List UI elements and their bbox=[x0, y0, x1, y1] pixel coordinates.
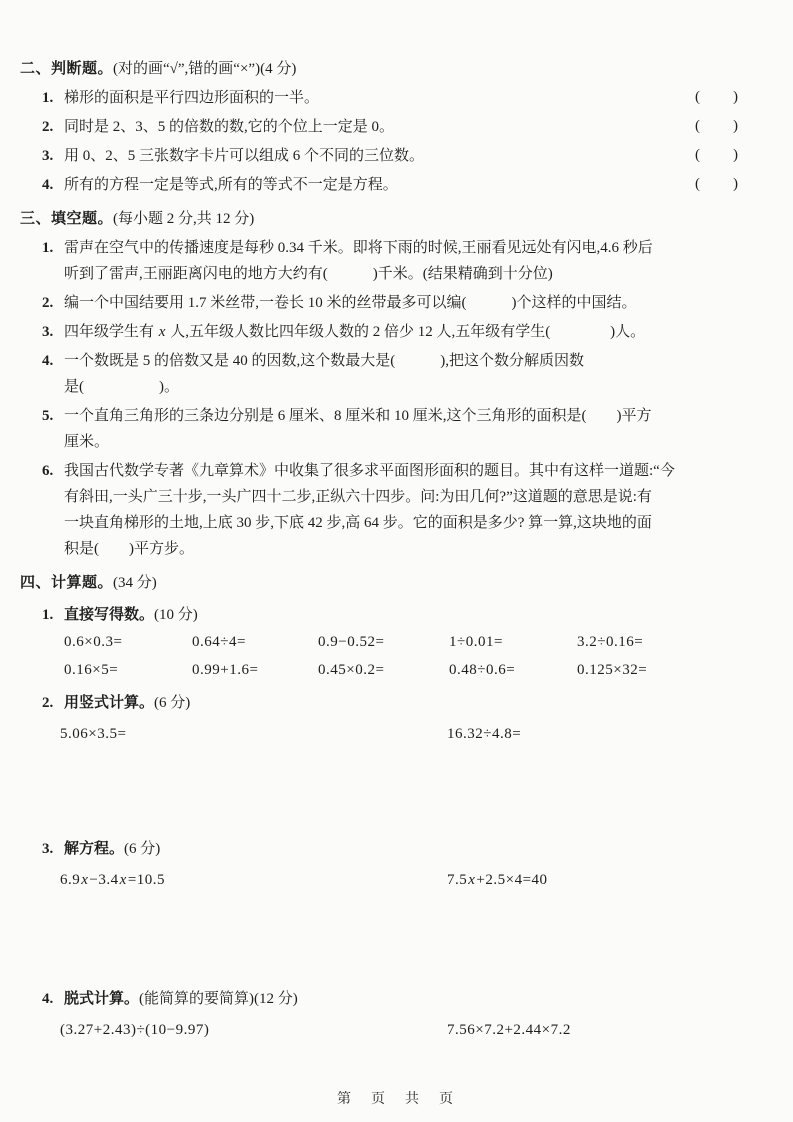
fill-item-3 bbox=[20, 319, 739, 345]
item-number: 2. bbox=[42, 295, 54, 311]
calc-expression: 0.64÷4= bbox=[192, 634, 246, 650]
calc-direct-note: (10 分) bbox=[154, 607, 198, 623]
calc-solve-heading bbox=[40, 836, 739, 862]
fill-heading bbox=[20, 206, 739, 232]
item-number: 4. bbox=[42, 177, 54, 193]
judgment-item-text: 梯形的面积是平行四边形面积的一半。 bbox=[64, 90, 320, 106]
item-number: 1. bbox=[42, 240, 54, 256]
calc-expression: 7.56×7.2+2.44×7.2 bbox=[447, 1022, 571, 1038]
equation-part: +2.5×4=40 bbox=[476, 872, 548, 888]
calc-expression: 5.06×3.5= bbox=[60, 726, 127, 742]
fill-item-text-pre: 四年级学生有 bbox=[64, 324, 158, 340]
equation-part: =10.5 bbox=[127, 872, 166, 888]
fill-title: 三、填空题。 bbox=[20, 210, 114, 227]
calc-expression: 0.125×32= bbox=[577, 662, 648, 678]
item-number: 6. bbox=[42, 463, 54, 479]
calc-expression: 0.6×0.3= bbox=[64, 634, 123, 650]
math-variable-x: x bbox=[81, 872, 89, 888]
calc-expression: 0.45×0.2= bbox=[318, 662, 385, 678]
calc-direct-heading bbox=[40, 602, 739, 628]
calc-direct-title: 直接写得数。 bbox=[64, 606, 155, 623]
fill-item-line bbox=[64, 319, 739, 345]
judgment-note: (对的画“√”,错的画“×”)(4 分) bbox=[113, 61, 297, 77]
item-number: 4. bbox=[42, 991, 54, 1007]
calc-simplify-note: (能简算的要简算)(12 分) bbox=[139, 991, 298, 1007]
math-variable-x: x bbox=[158, 324, 166, 340]
calc-expression: 16.32÷4.8= bbox=[447, 726, 522, 742]
calc-expression: 0.48÷0.6= bbox=[449, 662, 516, 678]
calc-vertical-note: (6 分) bbox=[154, 695, 191, 711]
section-judgment bbox=[20, 56, 739, 198]
solve-equation-row bbox=[20, 866, 739, 894]
fill-item-1 bbox=[20, 235, 739, 287]
fill-item-line: 是( )。 bbox=[64, 379, 179, 395]
equation bbox=[447, 866, 548, 894]
calc-solve-title: 解方程。 bbox=[64, 840, 125, 857]
item-number: 3. bbox=[42, 324, 54, 340]
answer-bracket: ( ) bbox=[695, 89, 739, 105]
fill-item-text-post: 人,五年级人数比四年级人数的 2 倍少 12 人,五年级有学生( )人。 bbox=[166, 324, 646, 340]
simplify-calc-row bbox=[20, 1016, 739, 1044]
section-calc bbox=[20, 570, 739, 1044]
item-number: 4. bbox=[42, 353, 54, 369]
fill-item-line: 厘米。 bbox=[64, 434, 110, 450]
item-number: 2. bbox=[42, 695, 54, 711]
calc-heading bbox=[20, 570, 739, 596]
calc-expression: (3.27+2.43)÷(10−9.97) bbox=[60, 1022, 210, 1038]
direct-calc-row-2 bbox=[20, 656, 739, 684]
answer-bracket: ( ) bbox=[695, 176, 739, 192]
fill-item-line: 我国古代数学专著《九章算术》中收集了很多求平面图形面积的题目。其中有这样一道题:“今 bbox=[64, 463, 675, 479]
direct-calc-row-1 bbox=[20, 628, 739, 656]
item-number: 3. bbox=[42, 841, 54, 857]
judgment-heading bbox=[20, 56, 739, 82]
judgment-item-text: 同时是 2、3、5 的倍数的数,它的个位上一定是 0。 bbox=[64, 119, 395, 135]
item-number: 1. bbox=[42, 90, 54, 106]
calc-expression: 0.99+1.6= bbox=[192, 662, 259, 678]
calc-simplify-title: 脱式计算。 bbox=[64, 990, 140, 1007]
judgment-item-1 bbox=[20, 85, 739, 111]
item-number: 2. bbox=[42, 119, 54, 135]
calc-expression: 0.9−0.52= bbox=[318, 634, 385, 650]
judgment-item-4 bbox=[20, 172, 739, 198]
answer-bracket: ( ) bbox=[695, 147, 739, 163]
judgment-item-text: 用 0、2、5 三张数字卡片可以组成 6 个不同的三位数。 bbox=[64, 148, 425, 164]
judgment-item-3 bbox=[20, 143, 739, 169]
fill-note: (每小题 2 分,共 12 分) bbox=[113, 211, 255, 227]
calc-vertical-title: 用竖式计算。 bbox=[64, 694, 155, 711]
judgment-item-2 bbox=[20, 114, 739, 140]
fill-item-line: 有斜田,一头广三十步,一头广四十二步,正纵六十四步。问:为田几何?”这道题的意思是说:有 bbox=[64, 489, 652, 505]
calc-expression: 0.16×5= bbox=[64, 662, 119, 678]
calc-expression: 3.2÷0.16= bbox=[577, 634, 644, 650]
fill-item-6 bbox=[20, 458, 739, 562]
judgment-title: 二、判断题。 bbox=[20, 60, 114, 77]
calc-expression: 1÷0.01= bbox=[449, 634, 503, 650]
calc-solve-note: (6 分) bbox=[124, 841, 161, 857]
equation bbox=[60, 866, 447, 894]
judgment-item-text: 所有的方程一定是等式,所有的等式不一定是方程。 bbox=[64, 177, 398, 193]
calc-note: (34 分) bbox=[113, 575, 157, 591]
calc-vertical-heading bbox=[40, 690, 739, 716]
equation-part: −3.4 bbox=[89, 872, 119, 888]
section-fill bbox=[20, 206, 739, 562]
calc-simplify-heading bbox=[40, 986, 739, 1012]
fill-item-line: 一个数既是 5 的倍数又是 40 的因数,这个数最大是( ),把这个数分解质因数 bbox=[64, 353, 584, 369]
math-variable-x: x bbox=[119, 872, 127, 888]
fill-item-4 bbox=[20, 348, 739, 400]
equation-part: 6.9 bbox=[60, 872, 81, 888]
fill-item-2 bbox=[20, 290, 739, 316]
fill-item-line: 积是( )平方步。 bbox=[64, 541, 194, 557]
fill-item-5 bbox=[20, 403, 739, 455]
fill-item-line: 雷声在空气中的传播速度是每秒 0.34 千米。即将下雨的时候,王丽看见远处有闪电,4.6 秒后 bbox=[64, 240, 653, 256]
math-variable-x: x bbox=[468, 872, 476, 888]
fill-item-line: 一块直角梯形的土地,上底 30 步,下底 42 步,高 64 步。它的面积是多少? 算一算,这块地的面 bbox=[64, 515, 652, 531]
fill-item-line: 听到了雷声,王丽距离闪电的地方大约有( )千米。(结果精确到十分位) bbox=[64, 266, 553, 282]
item-number: 5. bbox=[42, 408, 54, 424]
fill-item-line: 一个直角三角形的三条边分别是 6 厘米、8 厘米和 10 厘米,这个三角形的面积是( )平方 bbox=[64, 408, 652, 424]
calc-title: 四、计算题。 bbox=[20, 574, 114, 591]
page-footer: 第 页 共 页 bbox=[337, 1092, 456, 1107]
item-number: 3. bbox=[42, 148, 54, 164]
item-number: 1. bbox=[42, 607, 54, 623]
answer-bracket: ( ) bbox=[695, 118, 739, 134]
equation-part: 7.5 bbox=[447, 872, 468, 888]
vertical-calc-row bbox=[20, 720, 739, 748]
fill-item-line: 编一个中国结要用 1.7 米丝带,一卷长 10 米的丝带最多可以编( )个这样的中国结。 bbox=[64, 295, 637, 311]
